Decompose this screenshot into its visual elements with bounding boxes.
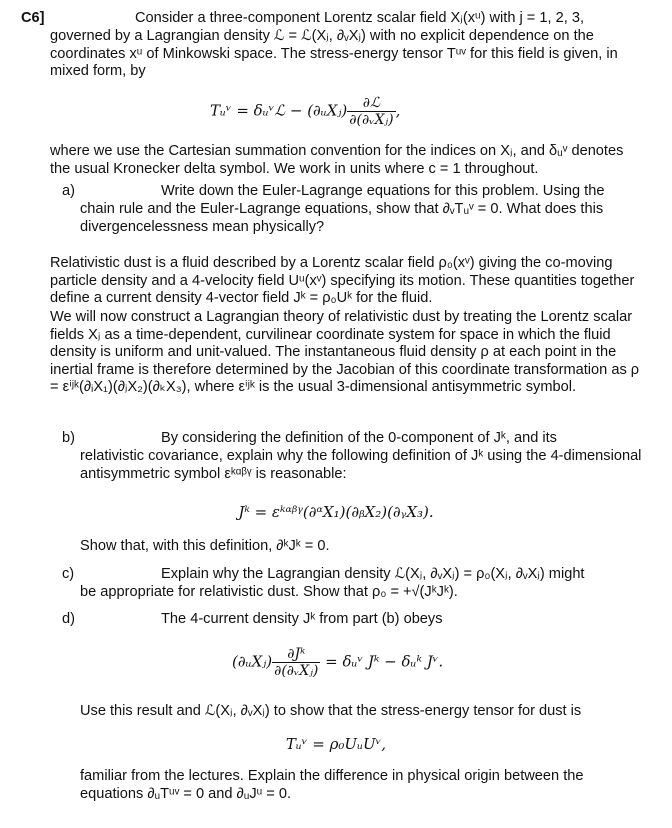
- eq1-numerator: ∂ℒ: [347, 95, 395, 112]
- part-a-text: chain rule and the Euler-Lagrange equations, show that ∂ᵥTᵤᵛ = 0. What does this divergencelessness mean physically?: [80, 201, 604, 235]
- dust-stress-energy-equation: Tᵤᵛ = ρ₀UᵤUᵛ,: [285, 735, 387, 753]
- eq-d-fraction: [272, 646, 320, 679]
- part-c-text: be appropriate for relativistic dust. Show that ρ₀ = +√(JᵏJᵏ).: [80, 584, 458, 600]
- dust-paragraph-2: We will now construct a Lagrangian theory of relativistic dust by treating the Lorentz scalar fields Xⱼ as a time-dependent, curvilinear coordinate system for space in which the fluid density is uniform and unit-valued. The instantaneous fluid density ρ at each point in the inertial frame is therefore determined by the Jacobian of this coordinate transformation as ρ = εⁱʲᵏ(∂ᵢX₁)(∂ⱼX₂)(∂ₖX₃), where εⁱʲᵏ is the usual 3-dimensional antisymmetric symbol.: [50, 309, 640, 396]
- current-derivative-equation: [232, 646, 443, 679]
- problem-label: C6]: [21, 10, 45, 26]
- eq-d-numerator: ∂Jᵏ: [272, 646, 320, 663]
- eq1-denominator: ∂(∂ᵥXⱼ): [349, 112, 394, 128]
- after-equation-text: where we use the Cartesian summation convention for the indices on Xⱼ, and δᵤᵛ denotes the usual Kronecker delta symbol. We work in units where c = 1 throughout.: [50, 143, 624, 177]
- part-d-use-text: Use this result and ℒ(Xⱼ, ∂ᵥXⱼ) to show that the stress-energy tensor for dust is: [80, 703, 582, 719]
- eq1-lhs: Tᵤᵛ = δᵤᵛℒ − (∂ᵤXⱼ): [210, 101, 348, 120]
- part-d-final-text: familiar from the lectures. Explain the difference in physical origin between the equations ∂ᵤTᵘᵛ = 0 and ∂ᵤJᵘ = 0.: [80, 768, 584, 802]
- dust-paragraph-1: Relativistic dust is a fluid described by a Lorentz scalar field ρ₀(xᵛ) giving the co-moving particle density and a 4-velocity field Uᵘ(xᵛ) specifying its motion. These quantities together define a current density 4-vector field Jᵏ = ρ₀Uᵏ for the fluid.: [50, 255, 635, 307]
- part-b-first-line: By considering the definition of the 0-component of Jᵏ, and its: [161, 430, 557, 446]
- eq1-end: ,: [395, 101, 401, 120]
- part-c-first-line: Explain why the Lagrangian density ℒ(Xⱼ, ∂ᵥXⱼ) = ρ₀(Xⱼ, ∂ᵥXⱼ) might: [161, 566, 585, 582]
- part-d-first-line: The 4-current density Jᵏ from part (b) obeys: [161, 611, 443, 627]
- part-a-label: a): [62, 183, 75, 199]
- part-b-show-text: Show that, with this definition, ∂ᵏJᵏ = 0.: [80, 538, 330, 554]
- intro-first-line: Consider a three-component Lorentz scalar field Xⱼ(xᵘ) with j = 1, 2, 3,: [135, 10, 584, 26]
- part-d-label: d): [62, 611, 75, 627]
- eq1-fraction: [347, 95, 395, 128]
- current-definition-equation: Jᵏ = εᵏᵅᵝᵞ(∂ᵅX₁)(∂ᵦX₂)(∂ᵧX₃).: [238, 503, 434, 521]
- eq-d-lhs: (∂ᵤXⱼ): [232, 652, 273, 671]
- eq-d-rhs: = δᵤᵛ Jᵏ − δᵤᵏ Jᵛ.: [325, 652, 444, 671]
- eq-d-denominator: ∂(∂ᵥXⱼ): [274, 663, 319, 679]
- intro-paragraph: governed by a Lagrangian density ℒ = ℒ(Xⱼ, ∂ᵥXⱼ) with no explicit dependence on the coordinates xᵘ of Minkowski space. The stress-energy tensor Tᵘᵛ for this field is given, in mixed form, by: [50, 28, 618, 80]
- part-c-label: c): [62, 566, 75, 582]
- stress-energy-equation: [210, 95, 400, 128]
- part-b-text: relativistic covariance, explain why the following definition of Jᵏ using the 4-dimensional antisymmetric symbol εᵏᵅᵝᵞ is reasonable:: [80, 448, 642, 482]
- part-a-first-line: Write down the Euler-Lagrange equations for this problem. Using the: [161, 183, 605, 199]
- part-b-label: b): [62, 430, 75, 446]
